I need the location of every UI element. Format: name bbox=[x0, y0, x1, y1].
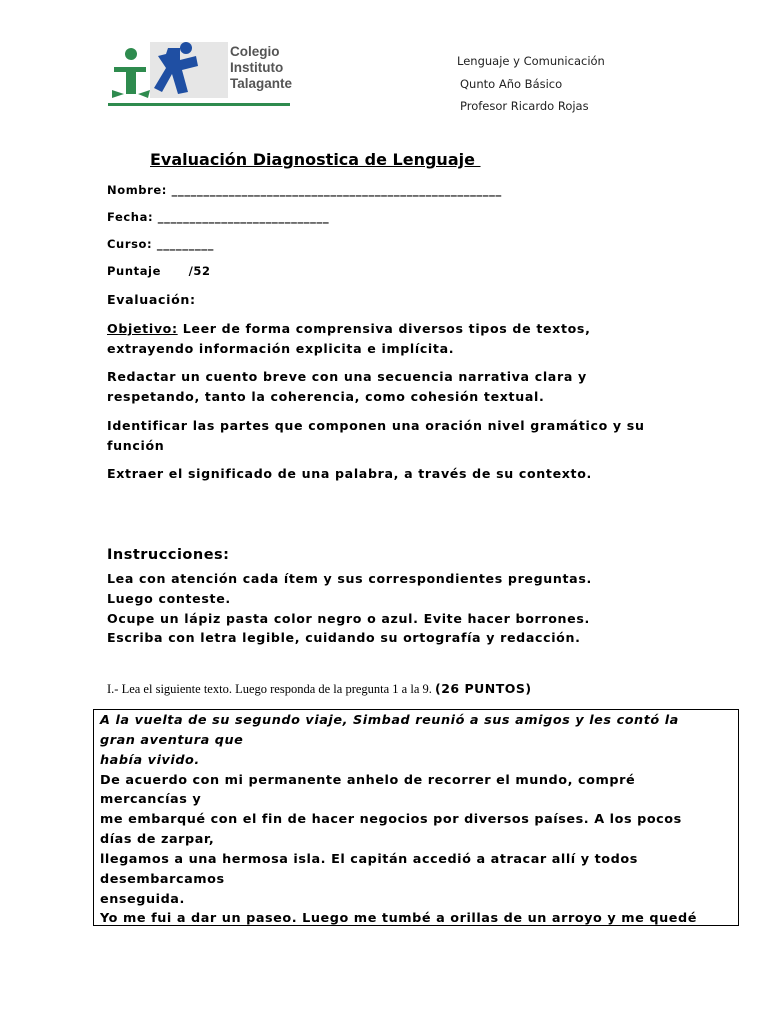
reading-line: gran aventura que bbox=[100, 732, 244, 748]
section-heading bbox=[107, 681, 532, 697]
grade-label: Qunto Año Básico bbox=[460, 76, 563, 91]
evaluation-label: Evaluación: bbox=[107, 292, 196, 307]
subject-label: Lenguaje y Comunicación bbox=[457, 54, 605, 68]
reading-line: A la vuelta de su segundo viaje, Simbad reunió a sus amigos y les contó la bbox=[100, 713, 679, 728]
instructions-title: Instrucciones: bbox=[107, 547, 230, 563]
instruction-line: Lea con atención cada ítem y sus correspondientes preguntas. bbox=[107, 571, 592, 586]
reading-text-box bbox=[93, 709, 739, 926]
instruction-line: Escriba con letra legible, cuidando su ortografía y redacción. bbox=[107, 630, 581, 646]
reading-line: me embarqué con el fin de hacer negocios por diversos países. A los pocos bbox=[100, 812, 682, 828]
objective-item-2: Identificar las partes que componen una oración nivel gramático y su función bbox=[107, 418, 645, 453]
reading-line: desembarcamos bbox=[100, 871, 225, 887]
logo-name bbox=[230, 44, 292, 92]
objective-paragraph bbox=[107, 319, 667, 359]
reading-line: llegamos a una hermosa isla. El capitán accedió a atracar allí y todos bbox=[100, 851, 638, 867]
section-points: (26 PUNTOS) bbox=[435, 681, 532, 696]
logo-name-line-1: Colegio bbox=[230, 44, 280, 59]
header-info bbox=[457, 50, 605, 118]
school-logo bbox=[108, 40, 308, 110]
reading-line: Yo me fui a dar un paseo. Luego me tumbé a orillas de un arroyo y me quedé bbox=[100, 911, 697, 926]
logo-name-line-2: Instituto bbox=[230, 60, 284, 75]
date-field[interactable]: Fecha: ___________________________ bbox=[107, 210, 330, 224]
teacher-label: Profesor Ricardo Rojas bbox=[460, 99, 589, 113]
objective-label: Objetivo: bbox=[107, 321, 178, 336]
logo-figures-icon bbox=[108, 42, 228, 104]
objective-item-3: Extraer el significado de una palabra, a través de su contexto. bbox=[107, 466, 592, 481]
reading-line: días de zarpar, bbox=[100, 832, 215, 848]
logo-name-line-3: Talagante bbox=[230, 76, 293, 91]
page-title: Evaluación Diagnostica de Lenguaje bbox=[150, 150, 481, 169]
logo-underline bbox=[108, 103, 290, 106]
objective-text: Leer de forma comprensiva diversos tipos de textos, extrayendo información explicita e implícita. bbox=[107, 321, 591, 356]
objective-item-1: Redactar un cuento breve con una secuencia narrativa clara y respetando, tanto la coherencia, como cohesión textual. bbox=[107, 369, 587, 404]
instructions-list bbox=[107, 569, 592, 648]
score-field: Puntaje /52 bbox=[107, 264, 211, 278]
reading-text bbox=[100, 711, 738, 926]
instruction-line: Luego conteste. bbox=[107, 590, 231, 606]
reading-line: De acuerdo con mi permanente anhelo de recorrer el mundo, compré bbox=[100, 772, 636, 788]
name-field[interactable]: Nombre: ____________________________________________________ bbox=[107, 183, 502, 197]
reading-line: enseguida. bbox=[100, 891, 185, 907]
reading-line: había vivido. bbox=[100, 752, 200, 768]
course-field[interactable]: Curso: _________ bbox=[107, 237, 214, 251]
reading-line: mercancías y bbox=[100, 792, 202, 808]
instruction-line: Ocupe un lápiz pasta color negro o azul. Evite hacer borrones. bbox=[107, 610, 590, 626]
section-text: I.- Lea el siguiente texto. Luego responda de la pregunta 1 a la 9. bbox=[107, 682, 436, 696]
